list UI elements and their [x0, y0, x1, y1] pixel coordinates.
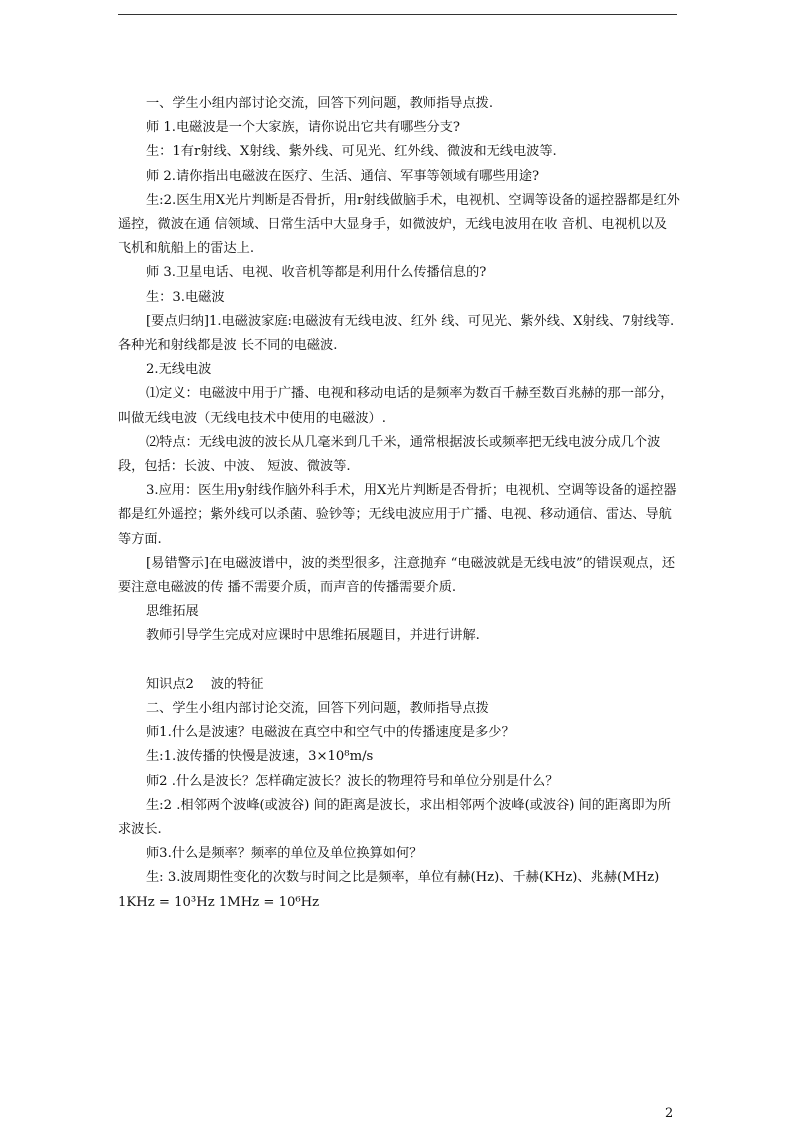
paragraph: 生:2 .相邻两个波峰(或波谷) 间的距离是波长，求出相邻两个波峰(或波谷) 间的距离即为所求波长.	[118, 797, 671, 838]
paragraph: 师 2.请你指出电磁波在医疗、生活、通信、军事等领域有哪些用途?	[146, 168, 540, 184]
page-number: 2	[665, 1106, 674, 1121]
paragraph: 生：3.电磁波	[146, 289, 225, 305]
header-rule	[118, 14, 677, 15]
spacer	[118, 649, 680, 673]
paragraph: 师2 .什么是波长？怎样确定波长？波长的物理符号和单位分别是什么？	[146, 773, 559, 789]
paragraph: 教师引导学生完成对应课时中思维拓展题目，并进行讲解.	[146, 628, 480, 644]
section2-title: 知识点2 波的特征	[146, 676, 264, 692]
paragraph: 生:1.波传播的快慢是波速，3×10⁸m/s	[146, 749, 374, 765]
paragraph: 师3.什么是频率？频率的单位及单位换算如何？	[146, 846, 423, 862]
paragraph: 师 3.卫星电话、电视、收音机等都是利用什么传播信息的?	[146, 265, 487, 281]
units-line: 1KHz = 10³Hz 1MHz = 10⁶Hz	[118, 894, 320, 910]
paragraph: 师1.什么是波速？电磁波在真空中和空气中的传播速度是多少？	[146, 725, 515, 741]
paragraph: 生：1有r射线、X射线、紫外线、可见光、红外线、微波和无线电波等.	[146, 144, 557, 160]
paragraph: 师 1.电磁波是一个大家族，请你说出它共有哪些分支?	[146, 120, 460, 136]
paragraph: 3.应用：医生用y射线作脑外科手术，用X光片判断是否骨折；电视机、空调等设备的遥控器都是红外遥控；紫外线可以杀菌、验钞等；无线电波应用于广播、电视、移动通信、雷达、导航等方面.	[118, 483, 677, 547]
paragraph: 生: 3.波周期性变化的次数与时间之比是频率，单位有赫(Hz)、千赫(KHz)、兆赫(MHz)	[146, 870, 660, 886]
paragraph: 二、学生小组内部讨论交流，回答下列问题，教师指导点拨	[146, 701, 489, 717]
paragraph: [易错警示]在电磁波谱中，波的类型很多，注意抛弃 “电磁波就是无线电波”的错误观点，还要注意电磁波的传 播不需要介质，而声音的传播需要介质.	[118, 555, 676, 596]
paragraph: ⑵特点：无线电波的波长从几毫米到几千米，通常根据波长或频率把无线电波分成几个波段，包括：长波、中波、 短波、微波等.	[118, 434, 661, 475]
section-heading: 思维拓展	[146, 604, 199, 620]
paragraph: 2.无线电波	[146, 362, 212, 378]
document-body	[118, 92, 680, 915]
paragraph: 生:2.医生用X光片判断是否骨折，用r射线做脑手术，电视机、空调等设备的遥控器都是红外遥控，微波在通 信领域、日常生活中大显身手，如微波炉，无线电波用在收 音机、电视机以及飞机和航船上的雷达上.	[118, 192, 680, 257]
paragraph: [要点归纳]1.电磁波家庭:电磁波有无线电波、红外 线、可见光、紫外线、X射线、7射线等.各种光和射线都是波 长不同的电磁波.	[118, 313, 675, 354]
paragraph: 一、学生小组内部讨论交流，回答下列问题，教师指导点拨.	[146, 96, 494, 111]
paragraph: ⑴定义：电磁波中用于广播、电视和移动电话的是频率为数百千赫至数百兆赫的那一部分，叫做无线电波（无线电技术中使用的电磁波）.	[118, 386, 674, 426]
